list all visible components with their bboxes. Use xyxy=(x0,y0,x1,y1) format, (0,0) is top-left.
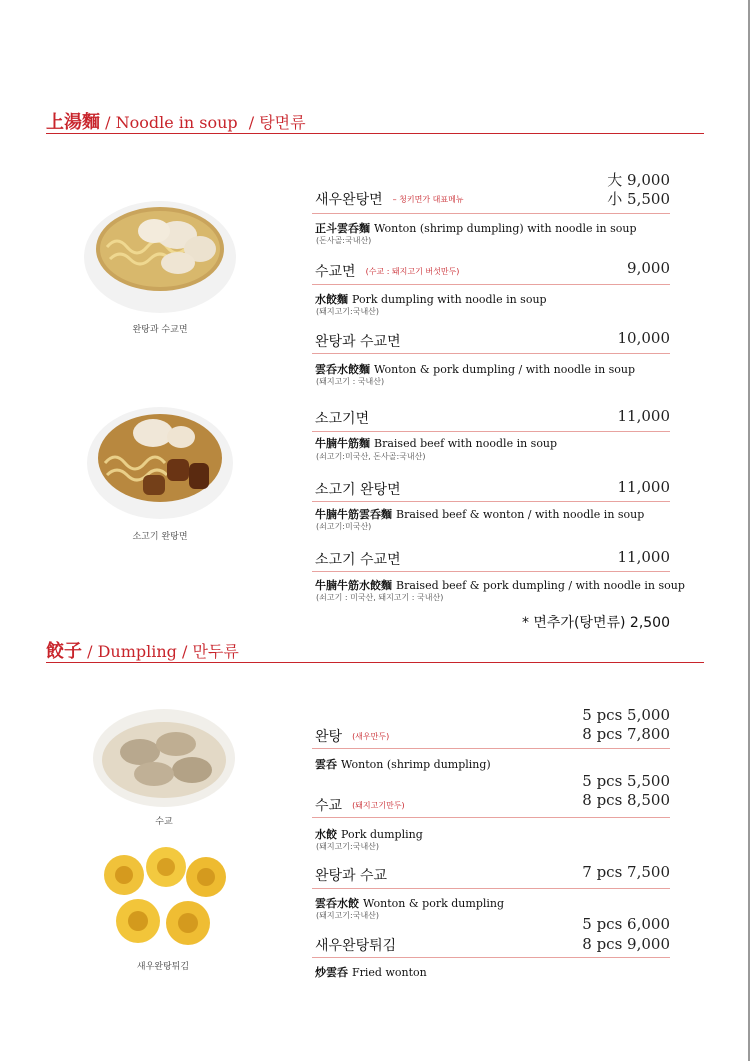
noodle-6-price: 11,000 xyxy=(617,548,670,566)
noodle-title-cjk: 上湯麵 xyxy=(46,112,100,133)
dumpling-1-desc-cn: 雲呑 xyxy=(315,758,337,771)
noodle-1-price-large: 大 9,000 xyxy=(607,171,670,189)
dumpling-2-name-text: 수교 xyxy=(315,798,343,814)
noodle-title-en: / Noodle in soup xyxy=(105,113,238,132)
dumpling-2-tag: (돼지고기만두) xyxy=(352,801,405,810)
noodle-3-name-text: 완탕과 수교면 xyxy=(315,334,401,350)
noodle-4-price: 11,000 xyxy=(617,407,670,425)
noodle-5-origin: (쇠고기:미국산) xyxy=(316,522,372,531)
dumpling-4-name-text: 새우완탕튀김 xyxy=(315,938,397,954)
noodle-6-desc-en: Braised beef & pork dumpling / with noodle in soup xyxy=(396,579,685,592)
dumpling-3-desc-cn: 雲呑水餃 xyxy=(315,897,359,910)
dumpling-4-desc-cn: 炒雲呑 xyxy=(315,966,348,979)
noodle-5-price: 11,000 xyxy=(617,478,670,496)
dumpling-1-rule xyxy=(312,748,670,749)
noodle-1-price-small: 小 5,500 xyxy=(607,190,670,208)
noodle-title-ko: / 탕면류 xyxy=(248,113,306,132)
noodle-1-name xyxy=(315,189,464,209)
noodle-3-origin: (돼지고기 : 국내산) xyxy=(316,377,385,386)
noodle-1-tag: – 청키면가 대표메뉴 xyxy=(392,195,464,204)
dumpling-1-name-text: 완탕 xyxy=(315,729,343,745)
fried-wonton-caption: 새우완탕튀김 xyxy=(136,962,190,972)
dumpling-section-title xyxy=(46,637,239,663)
dumpling-4-desc-en: Fried wonton xyxy=(352,966,427,979)
noodle-6-name-text: 소고기 수교면 xyxy=(315,552,401,568)
dumpling-2-desc-cn: 水餃 xyxy=(315,828,337,841)
dumpling-3-desc-en: Wonton & pork dumpling xyxy=(363,897,505,910)
dumpling-3-name-text: 완탕과 수교 xyxy=(315,868,388,884)
dumpling-title-en: / Dumpling / xyxy=(87,642,188,661)
noodle-2-price: 9,000 xyxy=(627,259,670,277)
noodle-2-desc-en: Pork dumpling with noodle in soup xyxy=(352,293,547,306)
noodle-3-price: 10,000 xyxy=(617,329,670,347)
dumpling-4-rule xyxy=(312,957,670,958)
noodle-4-desc-en: Braised beef with noodle in soup xyxy=(374,437,558,450)
dumpling-title-cjk: 餃子 xyxy=(46,641,82,662)
dumpling-3-rule xyxy=(312,888,670,889)
noodle-3-name xyxy=(315,331,401,351)
noodle-4-name-text: 소고기면 xyxy=(315,411,370,427)
fried-wonton-photo xyxy=(94,843,232,953)
noodle-1-desc xyxy=(315,220,637,236)
noodle-2-origin: (돼지고기:국내산) xyxy=(316,307,380,316)
extra-noodle-note: * 면추가(탕면류) 2,500 xyxy=(521,615,670,631)
noodle-section-title xyxy=(46,108,306,134)
noodle-2-name-text: 수교면 xyxy=(315,264,356,280)
dumpling-2-rule xyxy=(312,817,670,818)
dumpling-1-desc-en: Wonton (shrimp dumpling) xyxy=(341,758,491,771)
dumpling-title-ko: 만두류 xyxy=(192,642,239,661)
noodle-3-rule xyxy=(312,353,670,354)
dumpling-4-price-5: 5 pcs 6,000 xyxy=(582,915,670,933)
dumpling-4-price-8: 8 pcs 9,000 xyxy=(582,935,670,953)
noodle-4-desc xyxy=(315,435,557,451)
noodle-1-rule xyxy=(312,213,670,214)
noodle-6-origin: (쇠고기 : 미국산, 돼지고기 : 국내산) xyxy=(316,593,444,602)
noodle-1-origin: (돈사골:국내산) xyxy=(316,236,372,245)
noodle-4-rule xyxy=(312,431,670,432)
dumpling-3-name xyxy=(315,865,387,885)
noodle-3-desc-cn: 雲呑水餃麵 xyxy=(315,363,370,376)
noodle-2-tag: (수교 : 돼지고기 버섯만두) xyxy=(365,267,460,276)
dumpling-2-origin: (돼지고기:국내산) xyxy=(316,842,380,851)
dumpling-4-name xyxy=(315,935,396,955)
wonton-noodle-caption: 완탕과 수교면 xyxy=(132,325,188,335)
noodle-6-rule xyxy=(312,571,670,572)
dumpling-1-desc xyxy=(315,756,491,772)
noodle-6-desc-cn: 牛腩牛筋水餃麵 xyxy=(315,579,392,592)
noodle-3-desc-en: Wonton & pork dumpling / with noodle in soup xyxy=(374,363,636,376)
dumpling-2-desc-en: Pork dumpling xyxy=(341,828,423,841)
noodle-4-name xyxy=(315,408,369,428)
noodle-1-desc-cn: 正斗雲呑麵 xyxy=(315,222,370,235)
pork-dumpling-photo xyxy=(92,708,236,808)
noodle-5-desc-en: Braised beef & wonton / with noodle in soup xyxy=(396,508,645,521)
dumpling-1-tag: (새우만두) xyxy=(352,732,390,741)
dumpling-1-price-5: 5 pcs 5,000 xyxy=(582,706,670,724)
noodle-5-rule xyxy=(312,501,670,502)
noodle-4-desc-cn: 牛腩牛筋麵 xyxy=(315,437,370,450)
noodle-5-desc-cn: 牛腩牛筋雲呑麵 xyxy=(315,508,392,521)
dumpling-1-price-8: 8 pcs 7,800 xyxy=(582,725,670,743)
noodle-1-name-text: 새우완탕면 xyxy=(315,192,383,208)
noodle-section-rule xyxy=(46,133,704,134)
noodle-2-name xyxy=(315,261,459,281)
dumpling-3-origin: (돼지고기:국내산) xyxy=(316,911,380,920)
noodle-4-origin: (쇠고기:미국산, 돈사골:국내산) xyxy=(316,452,426,461)
noodle-6-name xyxy=(315,549,401,569)
beef-wonton-noodle-caption: 소고기 완탕면 xyxy=(132,532,188,542)
dumpling-2-price-8: 8 pcs 8,500 xyxy=(582,791,670,809)
noodle-2-desc xyxy=(315,291,547,307)
pork-dumpling-caption: 수교 xyxy=(155,817,173,827)
noodle-5-name xyxy=(315,479,401,499)
noodle-3-desc xyxy=(315,361,635,377)
noodle-2-desc-cn: 水餃麵 xyxy=(315,293,348,306)
noodle-5-desc xyxy=(315,506,644,522)
dumpling-3-desc xyxy=(315,895,504,911)
dumpling-2-price-5: 5 pcs 5,500 xyxy=(582,772,670,790)
wonton-noodle-photo xyxy=(82,197,238,315)
noodle-5-name-text: 소고기 완탕면 xyxy=(315,482,401,498)
noodle-6-desc xyxy=(315,577,685,593)
dumpling-4-desc xyxy=(315,964,427,980)
beef-wonton-noodle-photo xyxy=(85,403,235,521)
dumpling-1-name xyxy=(315,726,389,746)
dumpling-2-name xyxy=(315,795,405,815)
dumpling-2-desc xyxy=(315,826,423,842)
dumpling-3-price: 7 pcs 7,500 xyxy=(582,863,670,881)
noodle-1-desc-en: Wonton (shrimp dumpling) with noodle in soup xyxy=(374,222,637,235)
dumpling-section-rule xyxy=(46,662,704,663)
noodle-2-rule xyxy=(312,284,670,285)
